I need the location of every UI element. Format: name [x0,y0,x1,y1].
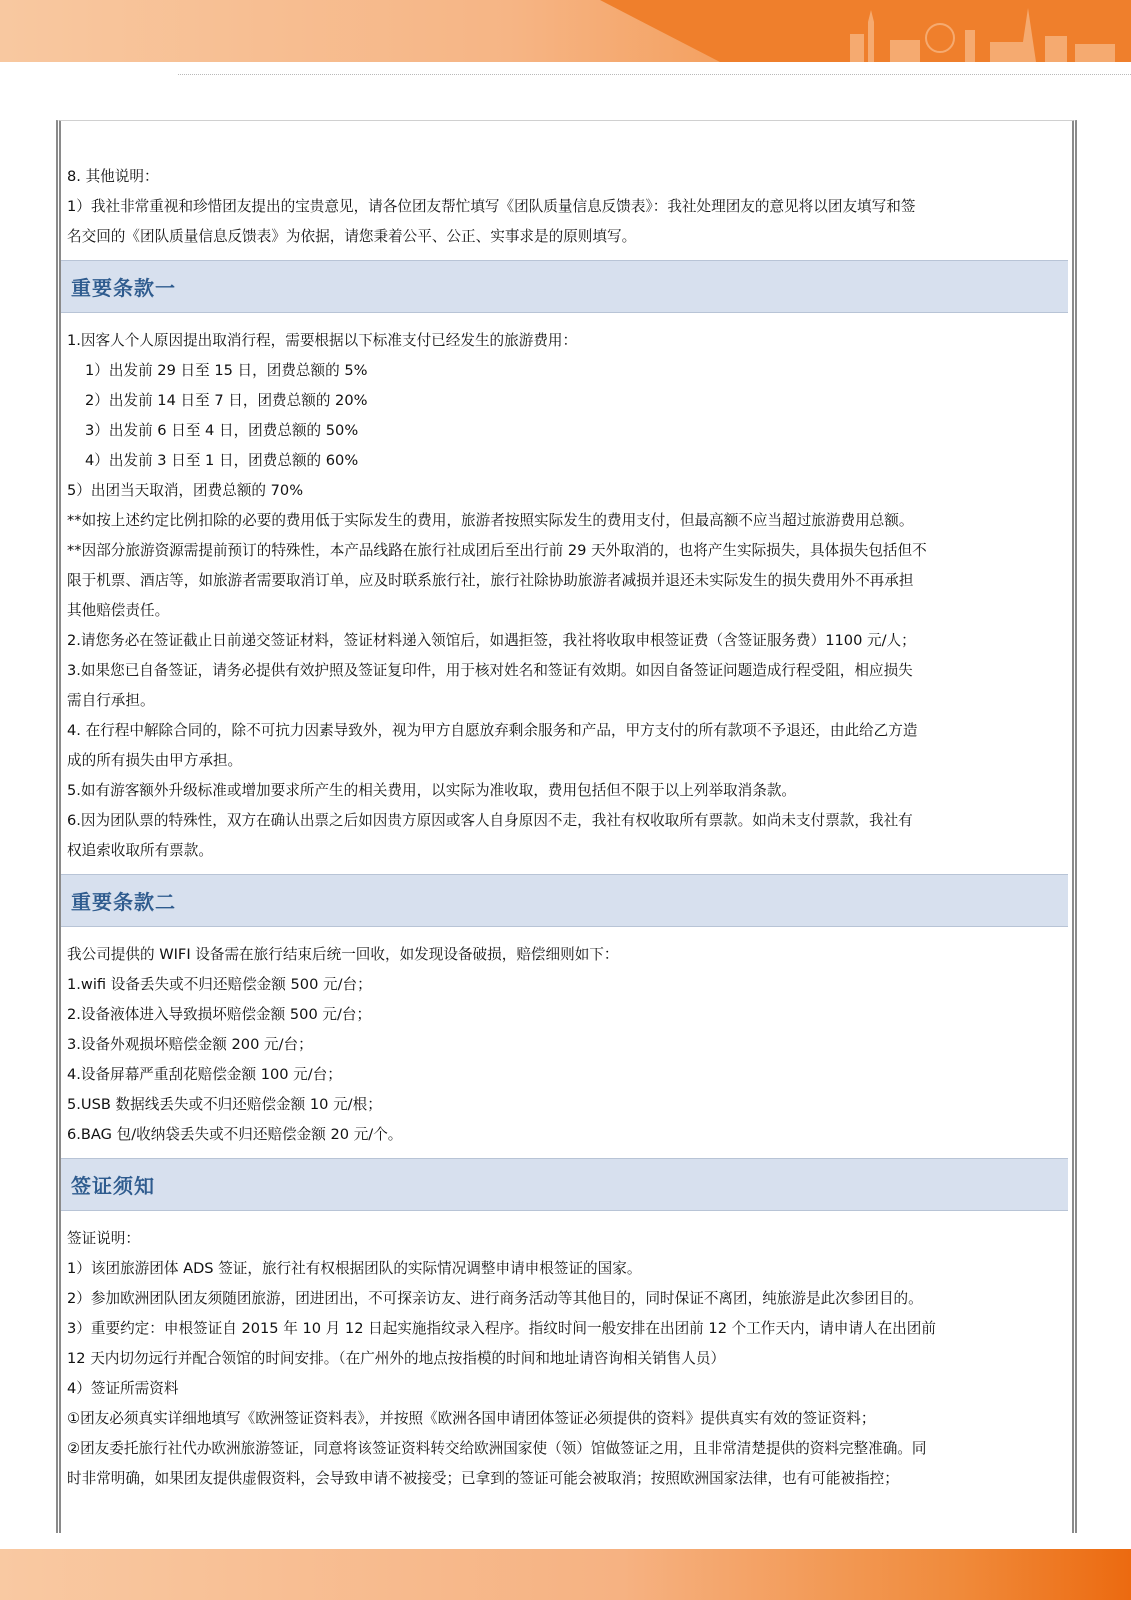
section-title: 签证须知 [71,1174,155,1198]
document-content [67,121,1068,1494]
text-line: 5.如有游客额外升级标准或增加要求所产生的相关费用，以实际为准收取，费用包括但不限于以上列举取消条款。 [67,782,797,799]
text-line: 成的所有损失由甲方承担。 [67,752,243,769]
text-line: 时非常明确，如果团友提供虚假资料，会导致申请不被接受；已拿到的签证可能会被取消；按照欧洲国家法律，也有可能被指控； [67,1470,899,1487]
text-line: 6.BAG 包/收纳袋丢失或不归还赔偿金额 20 元/个。 [67,1126,403,1143]
text-line: 2）出发前 14 日至 7 日，团费总额的 20% [85,392,368,409]
header-divider [178,74,1131,75]
text-line: **如按上述约定比例扣除的必要的费用低于实际发生的费用，旅游者按照实际发生的费用支付，但最高额不应当超过旅游费用总额。 [67,512,914,529]
terms-1-body [67,326,1068,866]
section-header-terms-1 [61,260,1068,313]
text-line: 名交回的《团队质量信息反馈表》为依据，请您秉着公平、公正、实事求是的原则填写。 [67,228,637,245]
text-line: 1.因客人个人原因提出取消行程，需要根据以下标准支付已经发生的旅游费用： [67,332,578,349]
footer-banner [0,1549,1131,1600]
section-header-visa [61,1158,1068,1211]
visa-body [67,1224,1068,1494]
document-frame [56,120,1077,1533]
text-line: 4）签证所需资料 [67,1380,179,1397]
text-line: 1）出发前 29 日至 15 日，团费总额的 5% [85,362,368,379]
text-line: ①团友必须真实详细地填写《欧洲签证资料表》，并按照《欧洲各国申请团体签证必须提供的资料》提供真实有效的签证资料； [67,1410,876,1427]
text-line: 3.设备外观损坏赔偿金额 200 元/台； [67,1036,313,1053]
text-line: 5.USB 数据线丢失或不归还赔偿金额 10 元/根； [67,1096,382,1113]
text-line: 我公司提供的 WIFI 设备需在旅行结束后统一回收，如发现设备破损，赔偿细则如下： [67,946,619,963]
text-line: 4. 在行程中解除合同的，除不可抗力因素导致外，视为甲方自愿放弃剩余服务和产品，甲方支付的所有款项不予退还，由此给乙方造 [67,722,918,739]
text-line: 限于机票、酒店等，如旅游者需要取消订单，应及时联系旅行社，旅行社除协助旅游者减损并退还未实际发生的损失费用外不再承担 [67,572,914,589]
text-line: 需自行承担。 [67,692,155,709]
text-line: **因部分旅游资源需提前预订的特殊性，本产品线路在旅行社成团后至出行前 29 天外取消的，也将产生实际损失，具体损失包括但不 [67,542,927,559]
text-line: 权追索收取所有票款。 [67,842,213,859]
text-line: 签证说明： [67,1230,140,1247]
section-title: 重要条款一 [71,276,176,300]
text-line: 2.请您务必在签证截止日前递交签证材料，签证材料递入领馆后，如遇拒签，我社将收取申根签证费（含签证服务费）1100 元/人； [67,632,916,649]
text-line: 3）重要约定：申根签证自 2015 年 10 月 12 日起实施指纹录入程序。指纹时间一般安排在出团前 12 个工作天内，请申请人在出团前 [67,1320,936,1337]
text-line: 1）我社非常重视和珍惜团友提出的宝贵意见，请各位团友帮忙填写《团队质量信息反馈表》：我社处理团友的意见将以团友填写和签 [67,198,916,215]
text-line: 12 天内切勿远行并配合领馆的时间安排。（在广州外的地点按指模的时间和地址请咨询相关销售人员） [67,1350,726,1367]
text-line: 其他赔偿责任。 [67,602,170,619]
text-line: 2）参加欧洲团队团友须随团旅游，团进团出，不可探亲访友、进行商务活动等其他目的，同时保证不离团，纯旅游是此次参团目的。 [67,1290,923,1307]
text-line: 1）该团旅游团体 ADS 签证，旅行社有权根据团队的实际情况调整申请申根签证的国家。 [67,1260,642,1277]
text-line: 4.设备屏幕严重刮花赔偿金额 100 元/台； [67,1066,342,1083]
text-line: 8. 其他说明： [67,168,159,185]
other-notes [67,162,1068,252]
city-skyline-decoration [600,0,1131,62]
section-title: 重要条款二 [71,890,176,914]
text-line: 4）出发前 3 日至 1 日，团费总额的 60% [85,452,359,469]
text-line: 3.如果您已自备签证，请务必提供有效护照及签证复印件，用于核对姓名和签证有效期。如因自备签证问题造成行程受阻，相应损失 [67,662,913,679]
text-line: 6.因为团队票的特殊性，双方在确认出票之后如因贵方原因或客人自身原因不走，我社有权收取所有票款。如尚未支付票款，我社有 [67,812,913,829]
text-line: 5）出团当天取消，团费总额的 70% [67,482,304,499]
terms-2-body [67,940,1068,1150]
text-line: ②团友委托旅行社代办欧洲旅游签证，同意将该签证资料转交给欧洲国家使（领）馆做签证之用，且非常清楚提供的资料完整准确。同 [67,1440,927,1457]
text-line: 2.设备液体进入导致损坏赔偿金额 500 元/台； [67,1006,372,1023]
text-line: 1.wifi 设备丢失或不归还赔偿金额 500 元/台； [67,976,372,993]
section-header-terms-2 [61,874,1068,927]
text-line: 3）出发前 6 日至 4 日，团费总额的 50% [85,422,359,439]
